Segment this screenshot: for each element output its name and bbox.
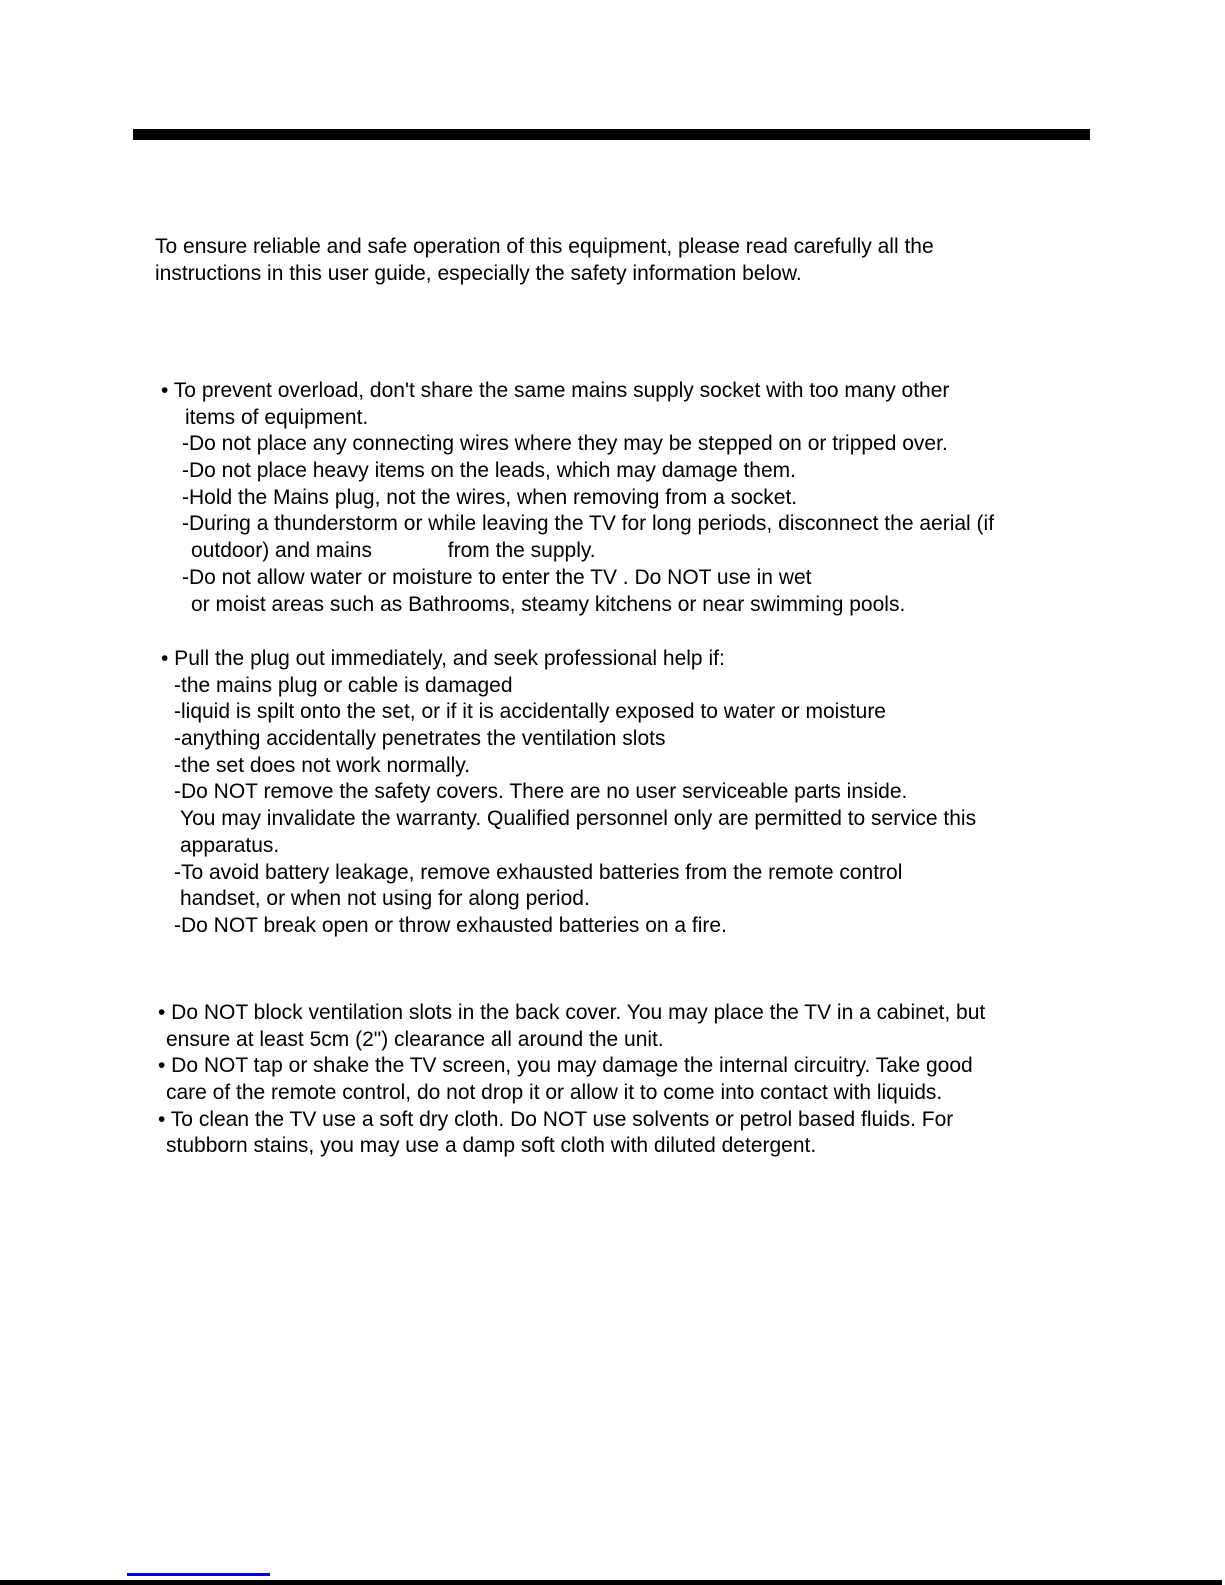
footer-link-underline[interactable] <box>127 1573 270 1576</box>
text-line: apparatus. <box>180 833 280 857</box>
text-line: -Do NOT remove the safety covers. There are no user serviceable parts inside. <box>174 780 908 804</box>
text-line: -the mains plug or cable is damaged <box>174 673 513 697</box>
text-line: • To clean the TV use a soft dry cloth. Do NOT use solvents or petrol based fluids. For <box>158 1107 954 1131</box>
text-line: You may invalidate the warranty. Qualified personnel only are permitted to service this <box>180 807 977 831</box>
text-line: -Do not allow water or moisture to enter the TV . Do NOT use in wet <box>182 565 812 589</box>
text-line: items of equipment. <box>185 405 369 429</box>
text-line: -the set does not work normally. <box>174 753 471 777</box>
section-emergency <box>0 646 1225 940</box>
text-line: -Do NOT break open or throw exhausted batteries on a fire. <box>174 913 727 937</box>
top-rule <box>133 129 1090 140</box>
text-line: -During a thunderstorm or while leaving the TV for long periods, disconnect the aerial (if <box>182 512 995 536</box>
section-power-safety <box>0 378 1225 618</box>
text-line: -anything accidentally penetrates the ventilation slots <box>174 727 666 751</box>
text-line: instructions in this user guide, especially the safety information below. <box>155 261 802 285</box>
text-line: • Pull the plug out immediately, and seek professional help if: <box>161 647 725 670</box>
text-line: • Do NOT block ventilation slots in the back cover. You may place the TV in a cabinet, but <box>158 1001 986 1024</box>
text-line: ensure at least 5cm (2") clearance all around the unit. <box>166 1027 664 1051</box>
text-line: • To prevent overload, don't share the same mains supply socket with too many other <box>161 379 950 402</box>
text-line: To ensure reliable and safe operation of this equipment, please read carefully all the <box>155 235 934 258</box>
text-line: handset, or when not using for along period. <box>180 887 590 911</box>
text-line: -To avoid battery leakage, remove exhausted batteries from the remote control <box>174 860 903 884</box>
text-line: -Do not place any connecting wires where they may be stepped on or tripped over. <box>182 432 948 456</box>
text-line: • Do NOT tap or shake the TV screen, you may damage the internal circuitry. Take good <box>158 1054 973 1078</box>
text-line: care of the remote control, do not drop it or allow it to come into contact with liquids. <box>166 1081 943 1105</box>
text-line: or moist areas such as Bathrooms, steamy kitchens or near swimming pools. <box>191 592 906 616</box>
text-line: -Hold the Mains plug, not the wires, when removing from a socket. <box>182 485 798 509</box>
text-line: outdoor) and mains from the supply. <box>191 539 596 563</box>
text-line: stubborn stains, you may use a damp soft cloth with diluted detergent. <box>166 1134 817 1158</box>
text-line: -liquid is spilt onto the set, or if it is accidentally exposed to water or moisture <box>174 700 886 724</box>
bottom-rule <box>0 1580 1222 1585</box>
section-intro <box>0 234 1225 287</box>
text-line: -Do not place heavy items on the leads, which may damage them. <box>182 459 796 483</box>
section-care <box>0 1000 1225 1160</box>
